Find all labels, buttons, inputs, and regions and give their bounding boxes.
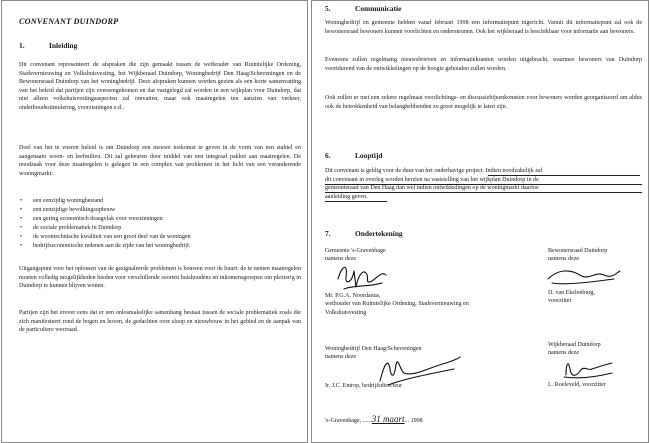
list-item: • een gering economisch draagvlak voor voorzieningen [19, 215, 301, 224]
signatory-bewonersraad [548, 247, 607, 264]
signatory-gemeente-details [325, 292, 469, 317]
signing-place: 's-Gravenhage, [325, 418, 363, 424]
section-6-heading [325, 151, 383, 160]
signature-ekelenburg [544, 265, 624, 289]
problem-list [19, 197, 301, 251]
signatory-org: Bewonersraad Duindorp [548, 248, 608, 254]
signatory-capacity: namens deze [548, 350, 580, 357]
duration-line: dit convenant in overleg worden herzien na vaststelling van het wijkplan Duindorp in de [325, 176, 539, 183]
right-document-page [311, 0, 649, 443]
signatory-capacity: namens deze [548, 256, 580, 263]
communication-paragraph-1: Woningbedrijf en gemeente hebben vanaf februari 1998 een informatiepunt ingericht. Vanuit dit informatiepunt zal ook de bewonersraad bewoners kunnen voorlichten en ondersteunen. Ook het wijkberaad is beschikbaar voor informatie aan bewoners. [325, 20, 642, 35]
signatory-capacity: namens deze [325, 354, 357, 361]
signatory-name: L. Roeleveld, voorzitter [548, 382, 606, 388]
hand-underline [325, 201, 387, 202]
list-item: • een eenzijdige bevolkingsopbouw [19, 206, 301, 215]
intro-paragraph-4: Partijen zijn het erover eens dat er een onlosmakelijke samenhang bestaat tussen de sociale problematiek zoals die zich manifesteert rond de bogen en hoven, de gedachten over sloop en nieuwbouw in het gebied en de aanpak van de particuliere voorraad. [19, 310, 301, 334]
section-5-heading [325, 4, 401, 13]
signatory-org: Gemeente 's-Gravenhage [325, 248, 386, 254]
date-leader-dots: ...... [362, 418, 372, 424]
communication-paragraph-3: Ook zullen er met een zekere regelmaat voorlichtings- en discussiebijeenkomsten voor bewoners worden georganiseerd om aldus ook de betrokkenheid van belanghebbenden zo groot mogelijk te laten zijn. [325, 95, 642, 110]
date-trailer-dots: ... [404, 418, 410, 424]
signatory-org: Wijkberaad Duindorp [548, 342, 601, 348]
document-title: CONVENANT DUINDORP [19, 17, 119, 26]
hand-underline [325, 192, 642, 193]
section-1-heading [19, 41, 77, 50]
intro-paragraph-1: Dit convenant representeert de afspraken die zijn gemaakt tussen de wethouder van Ruimtelijke Ordening, Stadsvernieuwing en Volkshuisvesting, het Wijkberaad Duindorp, Woningbedrijf Den Haag/Scheveningen en de Bewonersraad Duindorp van het woningbedrijf. Deze afspraken kunnen worden gezien als een korte samenvatting van het beleid dat partijen zijn overeengekomen en dat vastgelegd zal worden in een wijkplan voor Duindorp, dat niet alleen volkshuisvestingsaspecten zal omvatten, maar ook maatregelen ten aanzien van verkeer, onderhoudsstimulering, voorzieningen e.d.. [19, 62, 301, 111]
handwritten-date: 31 maart [371, 414, 405, 424]
signature-noordanus [334, 259, 394, 293]
signatory-role: voorzitter [548, 298, 572, 305]
signatory-role: Volkshuisvesting [325, 309, 367, 316]
signatory-bewonersraad-details [548, 289, 595, 306]
section-1-number: 1. [19, 41, 25, 50]
signature-roeleveld [558, 355, 618, 381]
intro-paragraph-2: Doel van het te voeren beleid is om Duindorp een nieuwe toekomst te geven in de vorm van een stabiel en aangenaam woon- en leefmilieu. Dit zal gebeuren door middel van een integraal pakket aan maatregelen. De noodzaak voor deze maatregelen is gelegen in een complex van problemen in het licht van een veranderende woningmarkt: [19, 145, 301, 177]
section-7-heading [325, 229, 403, 238]
list-item: • de woontechnische kwaliteit van een groot deel van de woningen [19, 233, 301, 242]
section-6-number: 6. [325, 151, 331, 160]
signatory-name: D. van Ekelenburg, [548, 290, 595, 296]
duration-line: Dit convenant is geldig voor de duur van het onderhavige project. Indien noodzakelijk zal [325, 168, 543, 174]
signatory-org: Woningbedrijf Den Haag/Scheveningen [325, 346, 422, 352]
section-7-number: 7. [325, 229, 331, 238]
list-item: • een eenzijdig woningbestand [19, 197, 301, 206]
section-5-title: Communicatie [355, 4, 402, 13]
signing-year: 1998 [409, 418, 423, 424]
duration-line: gemeenteraad van Den Haag dan wel indien ontwikkelingen op de woningmarkt daartoe [325, 185, 539, 192]
hand-underline [488, 175, 640, 176]
list-item: • bedrijfseconomische redenen aan de zijde van het woningbedrijf. [19, 242, 301, 251]
intro-paragraph-3: Uitgangspunt voor het oplossen van de gesignaleerde problemen is bouwen voor de buurt: de te nemen maatregelen moeten volledig mogelijkheden bieden voor verschillende soorten huishoudens en inkomensgroepen om plezierig in Duindorp te kunnen blijven wonen. [19, 266, 301, 290]
signing-date-line [325, 415, 423, 425]
left-document-page [1, 0, 308, 443]
signatory-name: Mr. P.G.A. Noordanus, [325, 293, 381, 299]
list-item: • de sociale problematiek in Duindorp [19, 224, 301, 233]
hand-underline [325, 184, 642, 185]
section-7-title: Ondertekening [355, 229, 403, 238]
communication-paragraph-2: Eveneens zullen regelmatig nieuwsbrieven en informatiekranten worden uitgebracht, waarmee bewoners van Duindorp voortdurend van de ontwikkelingen op de hoogte gehouden zullen worden. [325, 57, 642, 72]
section-6-title: Looptijd [355, 151, 383, 160]
section-5-number: 5. [325, 4, 331, 13]
signatory-role: wethouder van Ruimtelijke Ordening, Stadsvernieuwing en [325, 301, 469, 308]
signatory-name: Ir. J.C. Entrop, bedrijfsdirecteur [325, 383, 403, 389]
section-1-title: Inleiding [49, 41, 78, 50]
signatory-capacity: namens deze [325, 256, 357, 263]
duration-line: aanleiding geven. [325, 193, 368, 200]
